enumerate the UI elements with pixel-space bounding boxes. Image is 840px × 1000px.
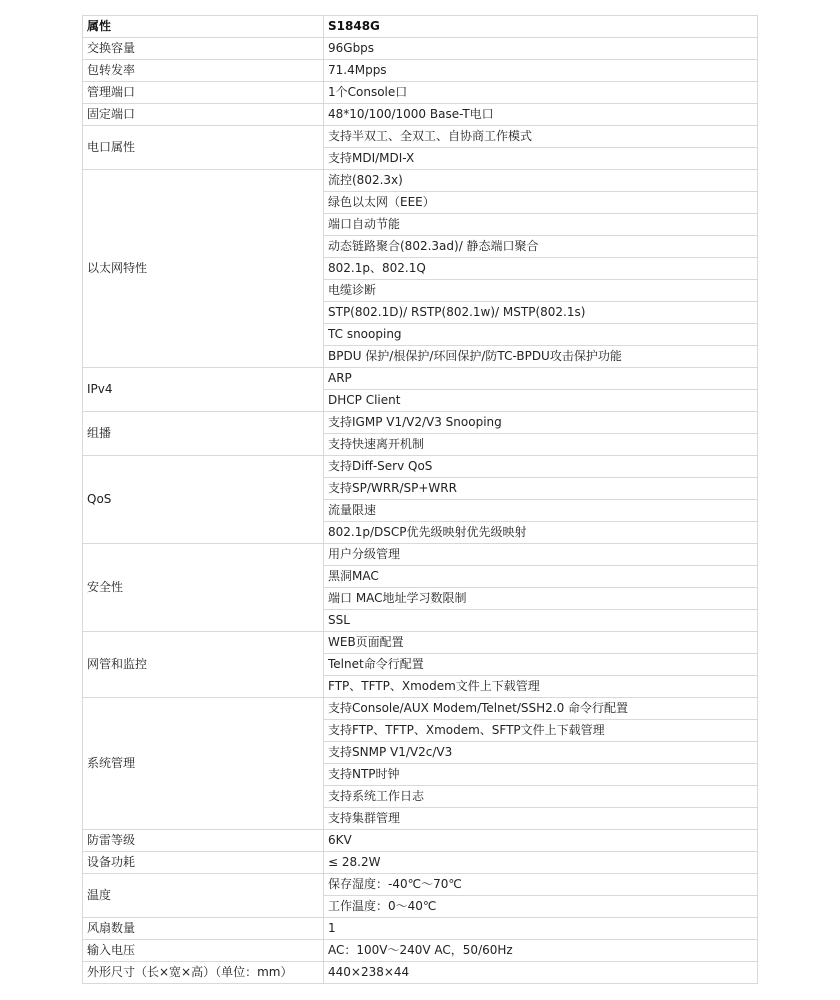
- attribute-cell: 输入电压: [83, 940, 324, 962]
- table-row: [83, 940, 758, 962]
- attribute-cell: 管理端口: [83, 82, 324, 104]
- attribute-cell: 外形尺寸（长×宽×高）（单位：mm）: [83, 962, 324, 984]
- value-cell: 支持FTP、TFTP、Xmodem、SFTP文件上下载管理: [324, 720, 758, 742]
- value-cell: ARP: [324, 368, 758, 390]
- value-cell: 支持Diff-Serv QoS: [324, 456, 758, 478]
- attribute-cell: QoS: [83, 456, 324, 544]
- attribute-cell: 设备功耗: [83, 852, 324, 874]
- table-row: [83, 82, 758, 104]
- value-cell: TC snooping: [324, 324, 758, 346]
- spec-table: [82, 15, 758, 984]
- value-cell: 动态链路聚合(802.3ad)/ 静态端口聚合: [324, 236, 758, 258]
- attribute-cell: IPv4: [83, 368, 324, 412]
- table-row: [83, 456, 758, 478]
- value-cell: STP(802.1D)/ RSTP(802.1w)/ MSTP(802.1s): [324, 302, 758, 324]
- attribute-cell: 风扇数量: [83, 918, 324, 940]
- table-row: [83, 852, 758, 874]
- value-cell: BPDU 保护/根保护/环回保护/防TC-BPDU攻击保护功能: [324, 346, 758, 368]
- header-model-cell: S1848G: [324, 16, 758, 38]
- attribute-cell: 电口属性: [83, 126, 324, 170]
- value-cell: 802.1p/DSCP优先级映射优先级映射: [324, 522, 758, 544]
- table-row: [83, 962, 758, 984]
- value-cell: 支持集群管理: [324, 808, 758, 830]
- table-row: [83, 60, 758, 82]
- attribute-cell: 组播: [83, 412, 324, 456]
- value-cell: ≤ 28.2W: [324, 852, 758, 874]
- value-cell: 支持MDI/MDI-X: [324, 148, 758, 170]
- table-row: [83, 38, 758, 60]
- value-cell: 802.1p、802.1Q: [324, 258, 758, 280]
- value-cell: 支持快速离开机制: [324, 434, 758, 456]
- value-cell: 48*10/100/1000 Base-T电口: [324, 104, 758, 126]
- attribute-cell: 温度: [83, 874, 324, 918]
- attribute-cell: 固定端口: [83, 104, 324, 126]
- value-cell: AC：100V～240V AC，50/60Hz: [324, 940, 758, 962]
- value-cell: 工作温度：0～40℃: [324, 896, 758, 918]
- table-row: [83, 412, 758, 434]
- table-row: [83, 830, 758, 852]
- value-cell: 端口自动节能: [324, 214, 758, 236]
- attribute-cell: 以太网特性: [83, 170, 324, 368]
- table-row: [83, 126, 758, 148]
- value-cell: 支持SP/WRR/SP+WRR: [324, 478, 758, 500]
- value-cell: 6KV: [324, 830, 758, 852]
- value-cell: 端口 MAC地址学习数限制: [324, 588, 758, 610]
- value-cell: 支持系统工作日志: [324, 786, 758, 808]
- value-cell: 支持NTP时钟: [324, 764, 758, 786]
- value-cell: 用户分级管理: [324, 544, 758, 566]
- value-cell: 黑洞MAC: [324, 566, 758, 588]
- value-cell: FTP、TFTP、Xmodem文件上下载管理: [324, 676, 758, 698]
- table-header-row: [83, 16, 758, 38]
- value-cell: 1: [324, 918, 758, 940]
- header-attribute-cell: 属性: [83, 16, 324, 38]
- attribute-cell: 网管和监控: [83, 632, 324, 698]
- spec-table-body: [83, 16, 758, 984]
- value-cell: 支持Console/AUX Modem/Telnet/SSH2.0 命令行配置: [324, 698, 758, 720]
- table-row: [83, 698, 758, 720]
- table-row: [83, 368, 758, 390]
- table-row: [83, 544, 758, 566]
- value-cell: 支持IGMP V1/V2/V3 Snooping: [324, 412, 758, 434]
- value-cell: 支持半双工、全双工、自协商工作模式: [324, 126, 758, 148]
- attribute-cell: 防雷等级: [83, 830, 324, 852]
- table-row: [83, 918, 758, 940]
- value-cell: WEB页面配置: [324, 632, 758, 654]
- table-row: [83, 632, 758, 654]
- value-cell: 440×238×44: [324, 962, 758, 984]
- table-row: [83, 874, 758, 896]
- value-cell: 绿色以太网（EEE）: [324, 192, 758, 214]
- value-cell: Telnet命令行配置: [324, 654, 758, 676]
- attribute-cell: 交换容量: [83, 38, 324, 60]
- value-cell: DHCP Client: [324, 390, 758, 412]
- value-cell: 1个Console口: [324, 82, 758, 104]
- attribute-cell: 系统管理: [83, 698, 324, 830]
- value-cell: 电缆诊断: [324, 280, 758, 302]
- attribute-cell: 包转发率: [83, 60, 324, 82]
- value-cell: 96Gbps: [324, 38, 758, 60]
- table-row: [83, 170, 758, 192]
- value-cell: SSL: [324, 610, 758, 632]
- table-row: [83, 104, 758, 126]
- attribute-cell: 安全性: [83, 544, 324, 632]
- value-cell: 流控(802.3x): [324, 170, 758, 192]
- value-cell: 流量限速: [324, 500, 758, 522]
- value-cell: 支持SNMP V1/V2c/V3: [324, 742, 758, 764]
- value-cell: 71.4Mpps: [324, 60, 758, 82]
- value-cell: 保存湿度：-40℃～70℃: [324, 874, 758, 896]
